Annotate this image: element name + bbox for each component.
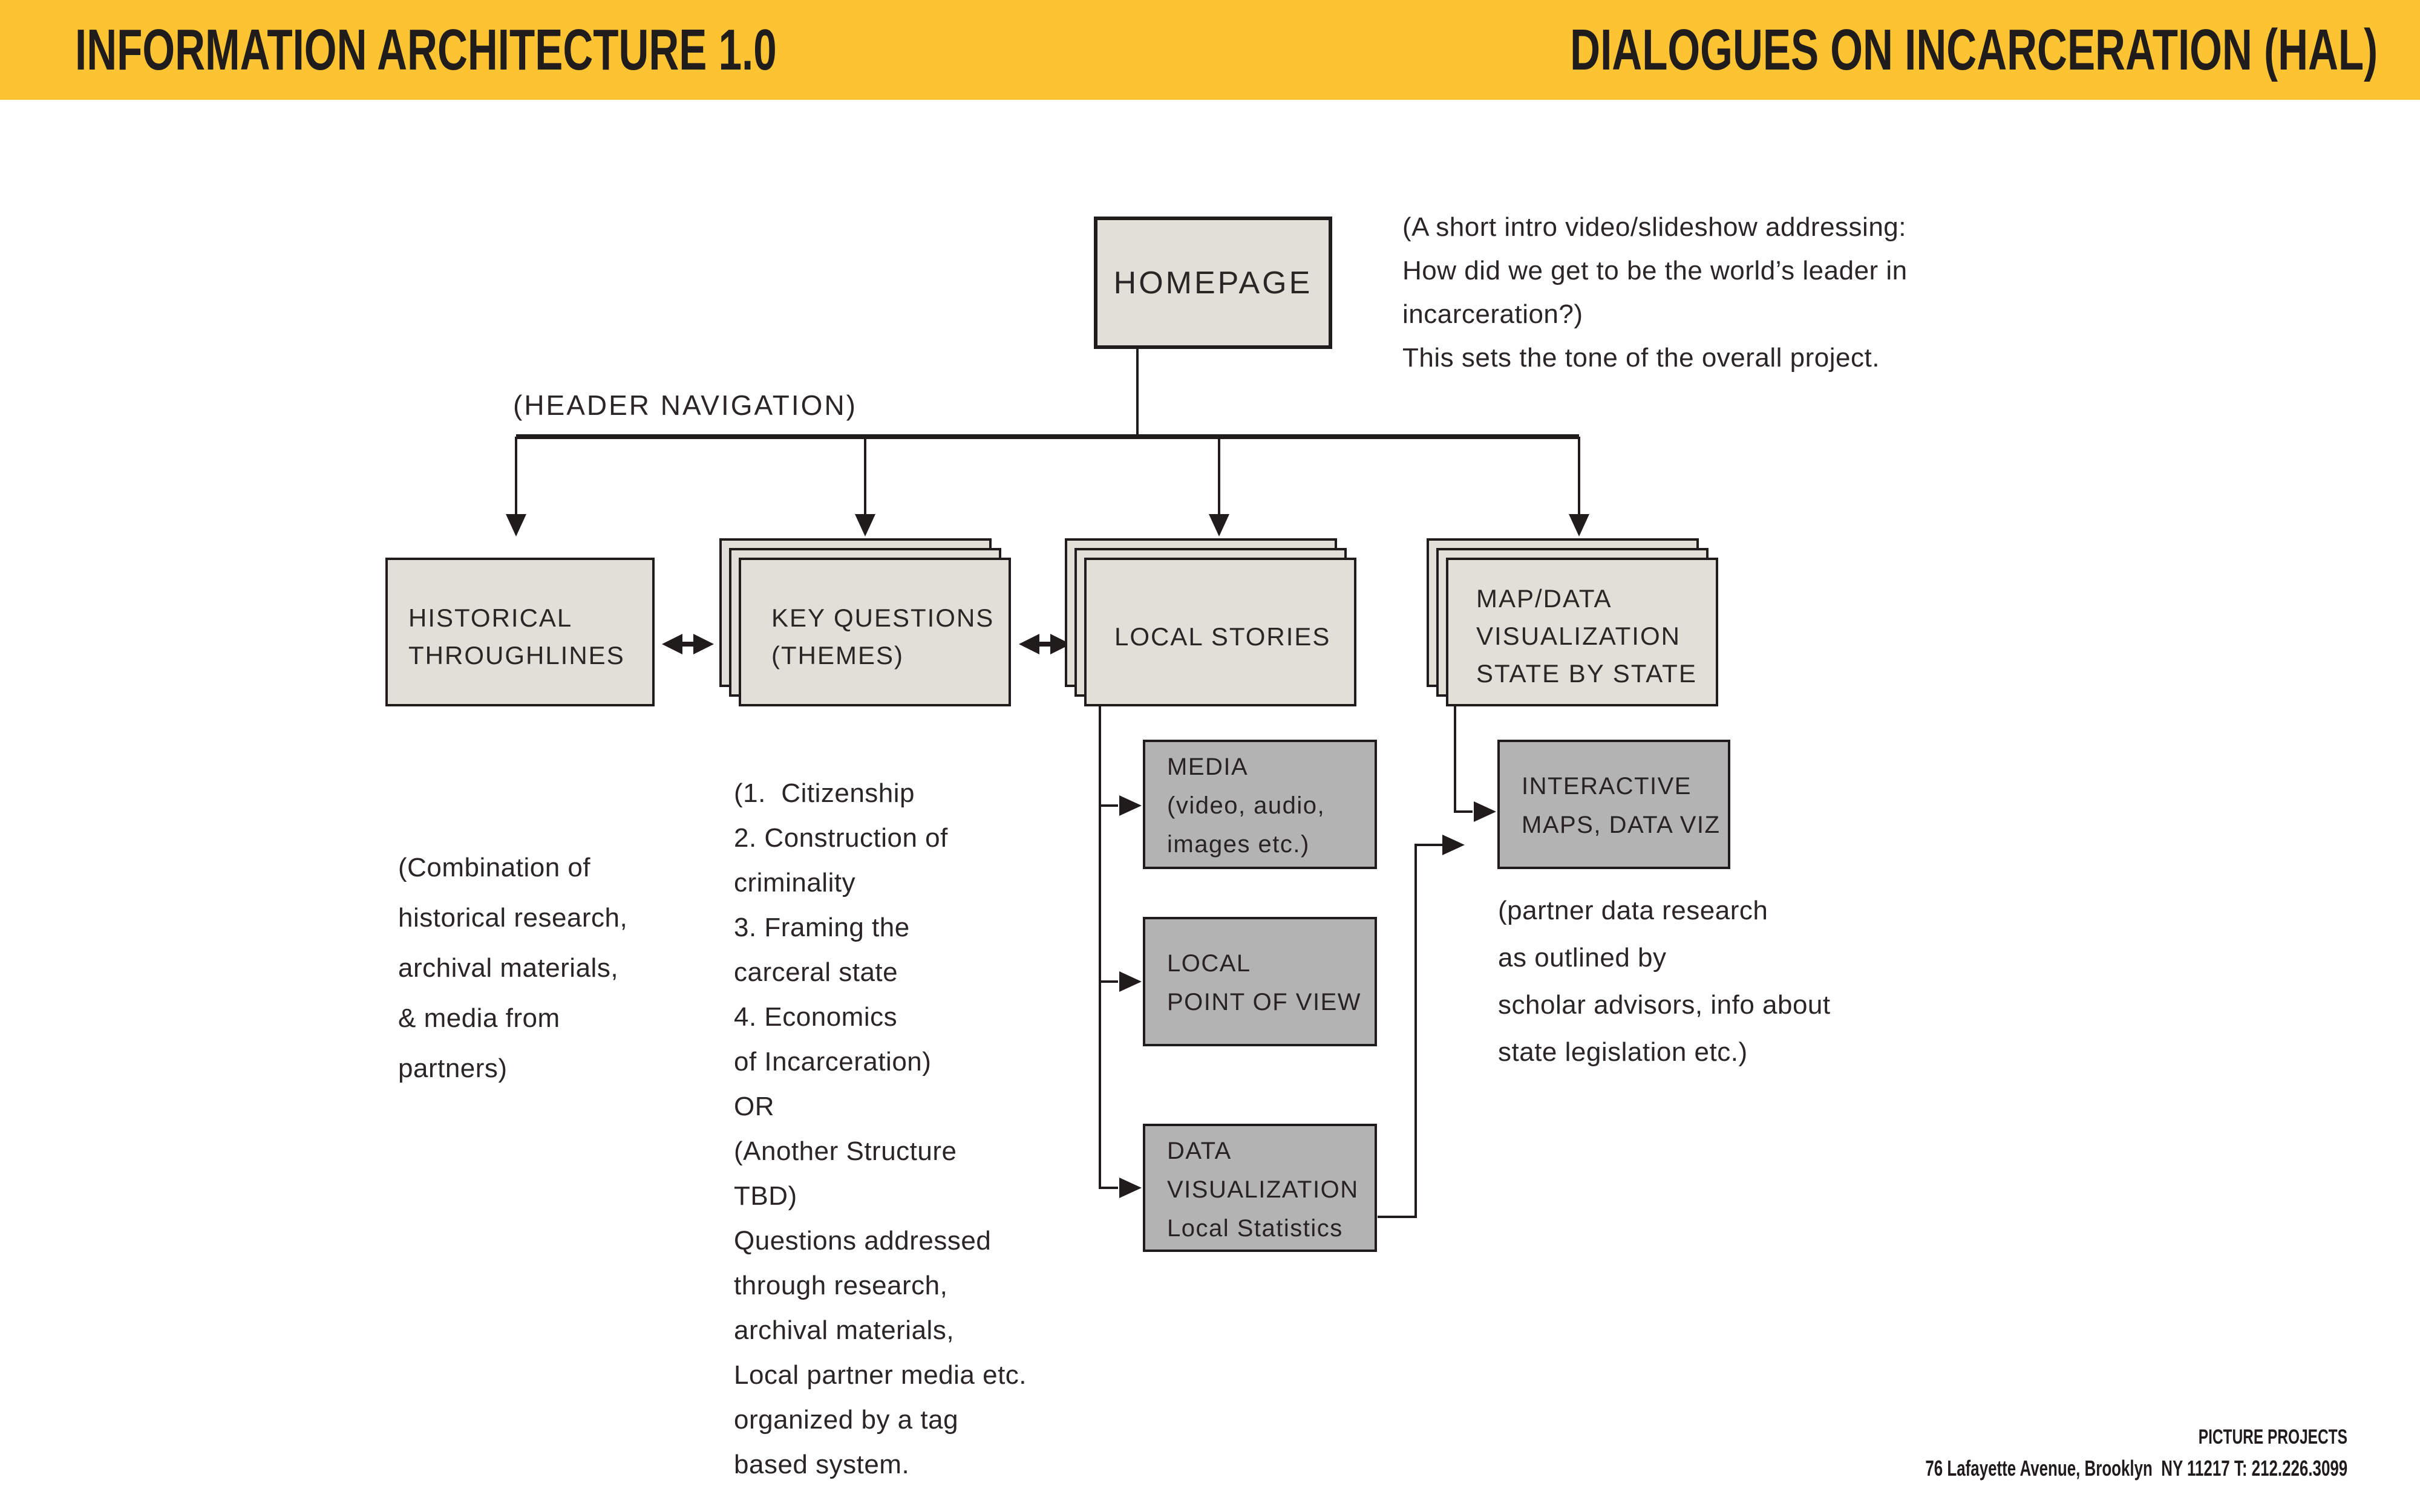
key-questions-note: (1. Citizenship 2. Construction of criminality 3. Framing the carceral state 4. Economics of Incarceration) OR (Another Structure TBD) Questions addressed through research, archival materials, Local partner media etc. organized by a tag based system. bbox=[734, 778, 1027, 1479]
connector-local-stories-tree bbox=[1100, 706, 1118, 1188]
arrowhead-down-icon bbox=[506, 514, 526, 536]
arrowhead-right-icon bbox=[1474, 801, 1496, 822]
connector-dataviz-to-maps bbox=[1378, 845, 1442, 1217]
node-map-data bbox=[1446, 558, 1718, 706]
arrowhead-right-icon bbox=[1119, 971, 1142, 992]
arrowhead-down-icon bbox=[1569, 514, 1589, 536]
node-label: LOCAL POINT OF VIEW bbox=[1167, 950, 1362, 1015]
node-local-point-of-view bbox=[1143, 917, 1377, 1046]
arrowhead-left-icon bbox=[662, 634, 682, 654]
page-title: INFORMATION ARCHITECTURE 1.0 bbox=[75, 17, 777, 82]
node-homepage: HOMEPAGE bbox=[1094, 217, 1332, 349]
arrowhead-down-icon bbox=[855, 514, 875, 536]
map-data-note: (partner data research as outlined by scholar advisors, info about state legislation etc.) bbox=[1498, 896, 1831, 1067]
arrowhead-right-icon bbox=[1442, 835, 1465, 855]
header-navigation-label: (HEADER NAVIGATION) bbox=[513, 389, 857, 421]
arrowhead-right-icon bbox=[693, 634, 714, 654]
node-label: LOCAL STORIES bbox=[1114, 622, 1331, 651]
node-historical-throughlines bbox=[385, 558, 655, 706]
node-label: KEY QUESTIONS (THEMES) bbox=[771, 604, 995, 670]
node-label: DATA VISUALIZATION Local Statistics bbox=[1167, 1138, 1359, 1242]
node-local-stories bbox=[1084, 558, 1356, 706]
connector-mapdata-tree bbox=[1455, 706, 1473, 812]
project-title: DIALOGUES ON INCARCERATION (HAL) bbox=[1570, 17, 2378, 82]
node-key-questions bbox=[739, 558, 1011, 706]
arrowhead-left-icon bbox=[1019, 634, 1039, 654]
arrowhead-right-icon bbox=[1119, 1178, 1142, 1198]
historical-note: (Combination of historical research, archival materials, & media from partners) bbox=[398, 853, 628, 1083]
node-label: MEDIA (video, audio, images etc.) bbox=[1167, 754, 1326, 858]
footer-address: 76 Lafayette Avenue, Brooklyn NY 11217 T: 212.226.3099 bbox=[1925, 1456, 2347, 1481]
footer-company: PICTURE PROJECTS bbox=[2198, 1426, 2347, 1448]
arrowhead-right-icon bbox=[1119, 795, 1142, 816]
node-interactive-maps bbox=[1497, 740, 1730, 869]
node-label: MAP/DATA VISUALIZATION STATE BY STATE bbox=[1476, 584, 1697, 688]
footer bbox=[1761, 1422, 2347, 1485]
node-data-visualization bbox=[1143, 1124, 1377, 1252]
arrowhead-down-icon bbox=[1209, 514, 1229, 536]
homepage-note: (A short intro video/slideshow addressing: How did we get to be the world’s leader in incarceration?) This sets the tone of the overall project. bbox=[1402, 212, 1908, 373]
node-media bbox=[1143, 740, 1377, 869]
node-label: INTERACTIVE MAPS, DATA VIZ bbox=[1522, 773, 1721, 838]
node-label: HISTORICAL THROUGHLINES bbox=[408, 604, 625, 670]
